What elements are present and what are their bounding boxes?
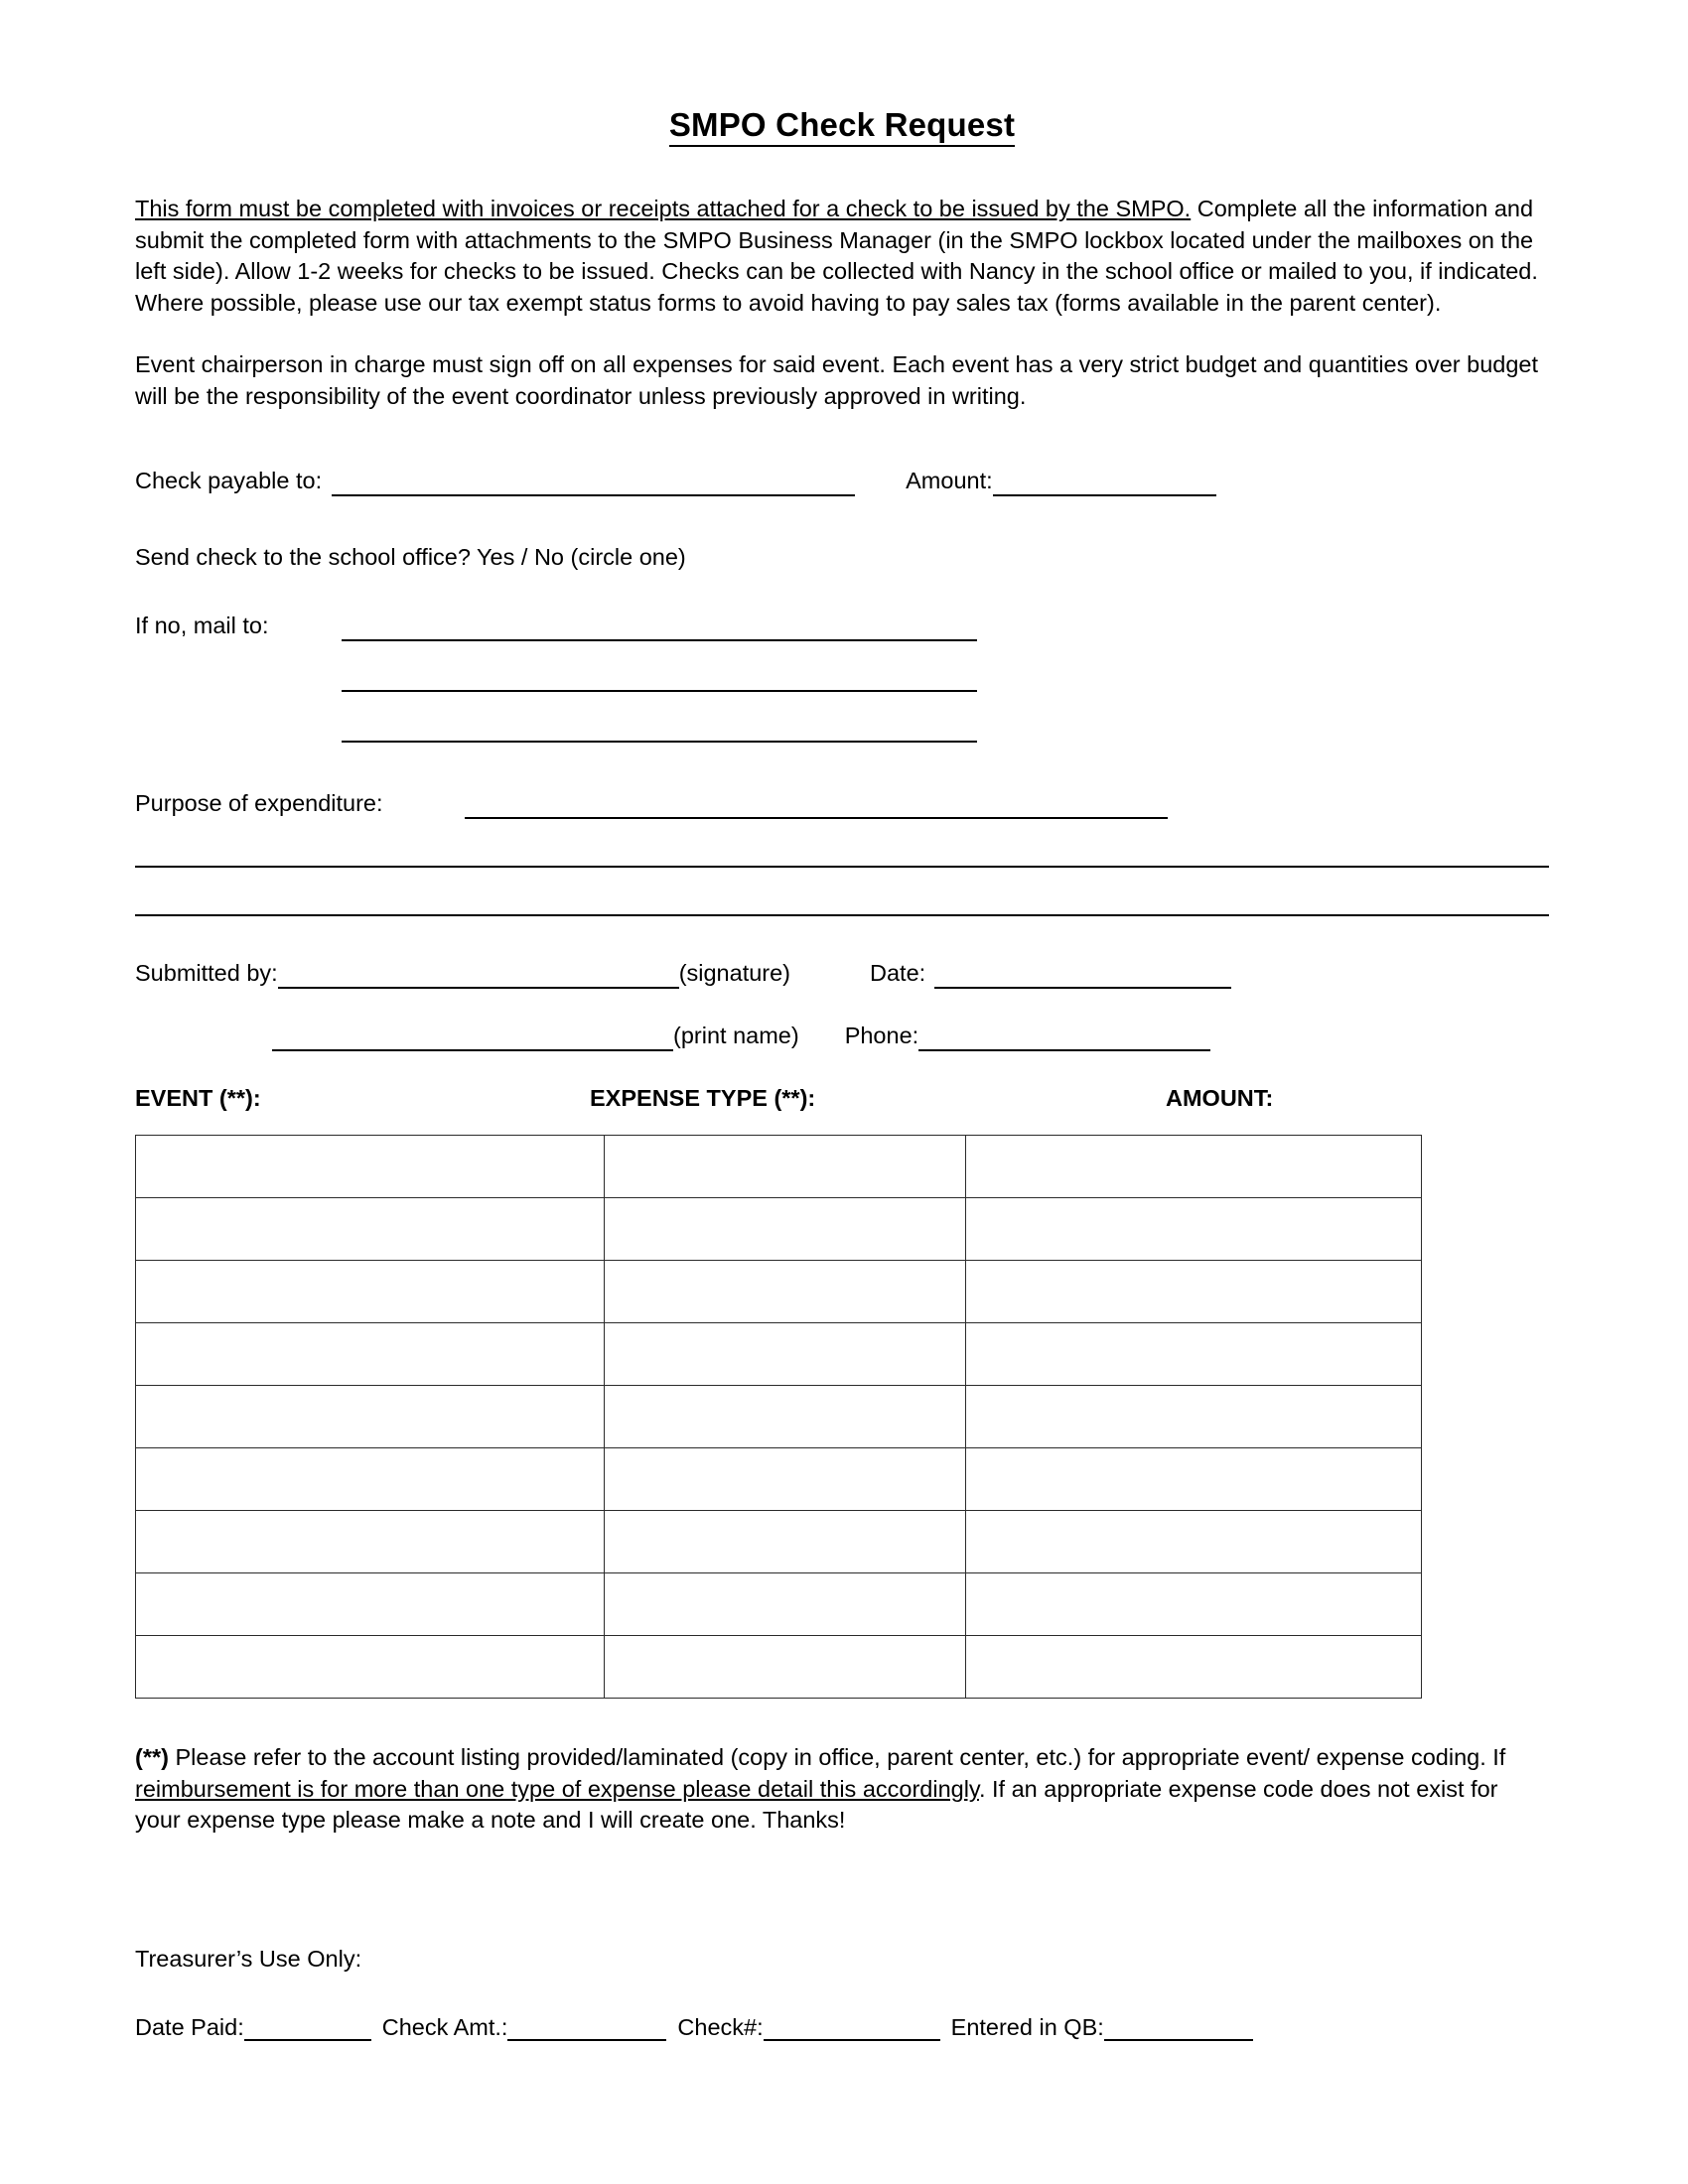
signature-input[interactable] <box>278 964 679 989</box>
print-name-input[interactable] <box>272 1026 673 1051</box>
table-row <box>136 1261 1422 1323</box>
expense-table <box>135 1135 1422 1699</box>
table-row <box>136 1636 1422 1699</box>
cell-expense-type[interactable] <box>605 1136 966 1198</box>
print-name-row <box>135 1021 1549 1051</box>
mail-to-label: If no, mail to: <box>135 613 269 639</box>
cell-event[interactable] <box>136 1636 605 1699</box>
cell-amount[interactable] <box>966 1136 1422 1198</box>
send-to-school-office-row <box>135 542 1549 573</box>
mail-to-input-line-1[interactable] <box>342 616 977 641</box>
check-payable-row <box>135 466 1549 496</box>
table-row <box>136 1573 1422 1636</box>
mail-to-input-line-3[interactable] <box>342 741 977 743</box>
mail-to-spacer-2 <box>135 692 1549 741</box>
submitted-by-row <box>135 958 1549 989</box>
cell-amount[interactable] <box>966 1261 1422 1323</box>
send-to-school-office-label: Send check to the school office? Yes / No (circle one) <box>135 544 686 571</box>
column-header-expense-type: EXPENSE TYPE (**): <box>590 1085 816 1112</box>
table-row <box>136 1386 1422 1448</box>
phone-input[interactable] <box>918 1026 1210 1051</box>
cell-expense-type[interactable] <box>605 1511 966 1573</box>
column-header-event: EVENT (**): <box>135 1085 261 1112</box>
cell-event[interactable] <box>136 1573 605 1636</box>
print-name-hint: (print name) <box>673 1023 799 1049</box>
date-paid-input[interactable] <box>244 2016 371 2041</box>
mail-to-row <box>135 611 1549 641</box>
amount-input[interactable] <box>993 472 1216 496</box>
expense-table-headers <box>135 1085 1549 1115</box>
document-body <box>135 0 1549 2041</box>
check-number-input[interactable] <box>764 2016 940 2041</box>
cell-expense-type[interactable] <box>605 1386 966 1448</box>
cell-expense-type[interactable] <box>605 1323 966 1386</box>
table-row <box>136 1136 1422 1198</box>
table-row <box>136 1198 1422 1261</box>
chairperson-paragraph: Event chairperson in charge must sign off on all expenses for said event. Each event has a very strict budget and quantities over budget will be the responsibility of the event coordinator unless previously approved in writing. <box>135 351 1539 409</box>
cell-amount[interactable] <box>966 1323 1422 1386</box>
date-paid-label: Date Paid: <box>135 2013 244 2040</box>
footnote <box>135 1742 1549 1837</box>
purpose-label: Purpose of expenditure: <box>135 790 383 817</box>
cell-event[interactable] <box>136 1136 605 1198</box>
cell-amount[interactable] <box>966 1448 1422 1511</box>
cell-amount[interactable] <box>966 1198 1422 1261</box>
treasurer-section-label: Treasurer’s Use Only: <box>135 1945 362 1972</box>
cell-expense-type[interactable] <box>605 1448 966 1511</box>
cell-event[interactable] <box>136 1448 605 1511</box>
cell-expense-type[interactable] <box>605 1198 966 1261</box>
footnote-part2: . If an appropriate expense code does not exist for your expense type please make a note and I will create one. Thanks! <box>135 1775 1498 1834</box>
cell-expense-type[interactable] <box>605 1636 966 1699</box>
cell-amount[interactable] <box>966 1511 1422 1573</box>
table-row <box>136 1511 1422 1573</box>
check-amt-label: Check Amt.: <box>381 2013 508 2040</box>
date-label: Date: <box>870 960 926 987</box>
cell-amount[interactable] <box>966 1386 1422 1448</box>
amount-label: Amount: <box>906 468 993 494</box>
phone-label: Phone: <box>844 1023 919 1049</box>
check-number-label: Check#: <box>677 2013 764 2040</box>
cell-event[interactable] <box>136 1198 605 1261</box>
date-input[interactable] <box>934 964 1231 989</box>
purpose-row <box>135 788 1549 819</box>
cell-event[interactable] <box>136 1511 605 1573</box>
purpose-input-line-3[interactable] <box>135 914 1549 916</box>
purpose-input-line-1[interactable] <box>465 794 1168 819</box>
check-payable-label: Check payable to: <box>135 468 323 494</box>
expense-table-body <box>136 1136 1422 1699</box>
cell-event[interactable] <box>136 1386 605 1448</box>
cell-amount[interactable] <box>966 1573 1422 1636</box>
page-title <box>135 0 1549 143</box>
check-amt-input[interactable] <box>507 2016 666 2041</box>
intro-underlined-lead: This form must be completed with invoices or receipts attached for a check to be issued by the SMPO. <box>135 196 1192 222</box>
entered-in-qb-input[interactable] <box>1104 2016 1253 2041</box>
cell-expense-type[interactable] <box>605 1261 966 1323</box>
table-row <box>136 1448 1422 1511</box>
treasurer-fields-row <box>135 2014 1549 2041</box>
footnote-part1: Please refer to the account listing provided/laminated (copy in office, parent center, etc.) for appropriate event/ expense coding. If <box>168 1744 1506 1771</box>
cell-amount[interactable] <box>966 1636 1422 1699</box>
cell-event[interactable] <box>136 1261 605 1323</box>
page-title-text: SMPO Check Request <box>669 106 1015 147</box>
footnote-marker: (**) <box>135 1744 169 1771</box>
cell-event[interactable] <box>136 1323 605 1386</box>
submitted-by-label: Submitted by: <box>135 960 278 987</box>
check-payable-input[interactable] <box>332 472 855 496</box>
intro-rest: Complete all the information and submit the completed form with attachments to the SMPO Business Manager (in the SMPO lockbox located under the mailboxes on the left side). Allow 1-2 weeks for checks to be issued. Checks can be collected with Nancy in the school office or mailed to you, if indicated. Where possible, please use our tax exempt status forms to avoid having to pay sales tax (forms available in the parent center). <box>135 196 1538 316</box>
signature-hint: (signature) <box>678 960 791 987</box>
cell-expense-type[interactable] <box>605 1573 966 1636</box>
purpose-input-line-2[interactable] <box>135 866 1549 868</box>
entered-in-qb-label: Entered in QB: <box>950 2013 1104 2040</box>
mail-to-spacer-1 <box>135 641 1549 690</box>
footnote-underlined: reimbursement is for more than one type of expense please detail this accordingly <box>135 1775 979 1802</box>
column-header-amount: AMOUNT: <box>1166 1085 1274 1112</box>
table-row <box>136 1323 1422 1386</box>
intro-paragraph <box>135 194 1549 319</box>
amount-group <box>906 468 1216 493</box>
